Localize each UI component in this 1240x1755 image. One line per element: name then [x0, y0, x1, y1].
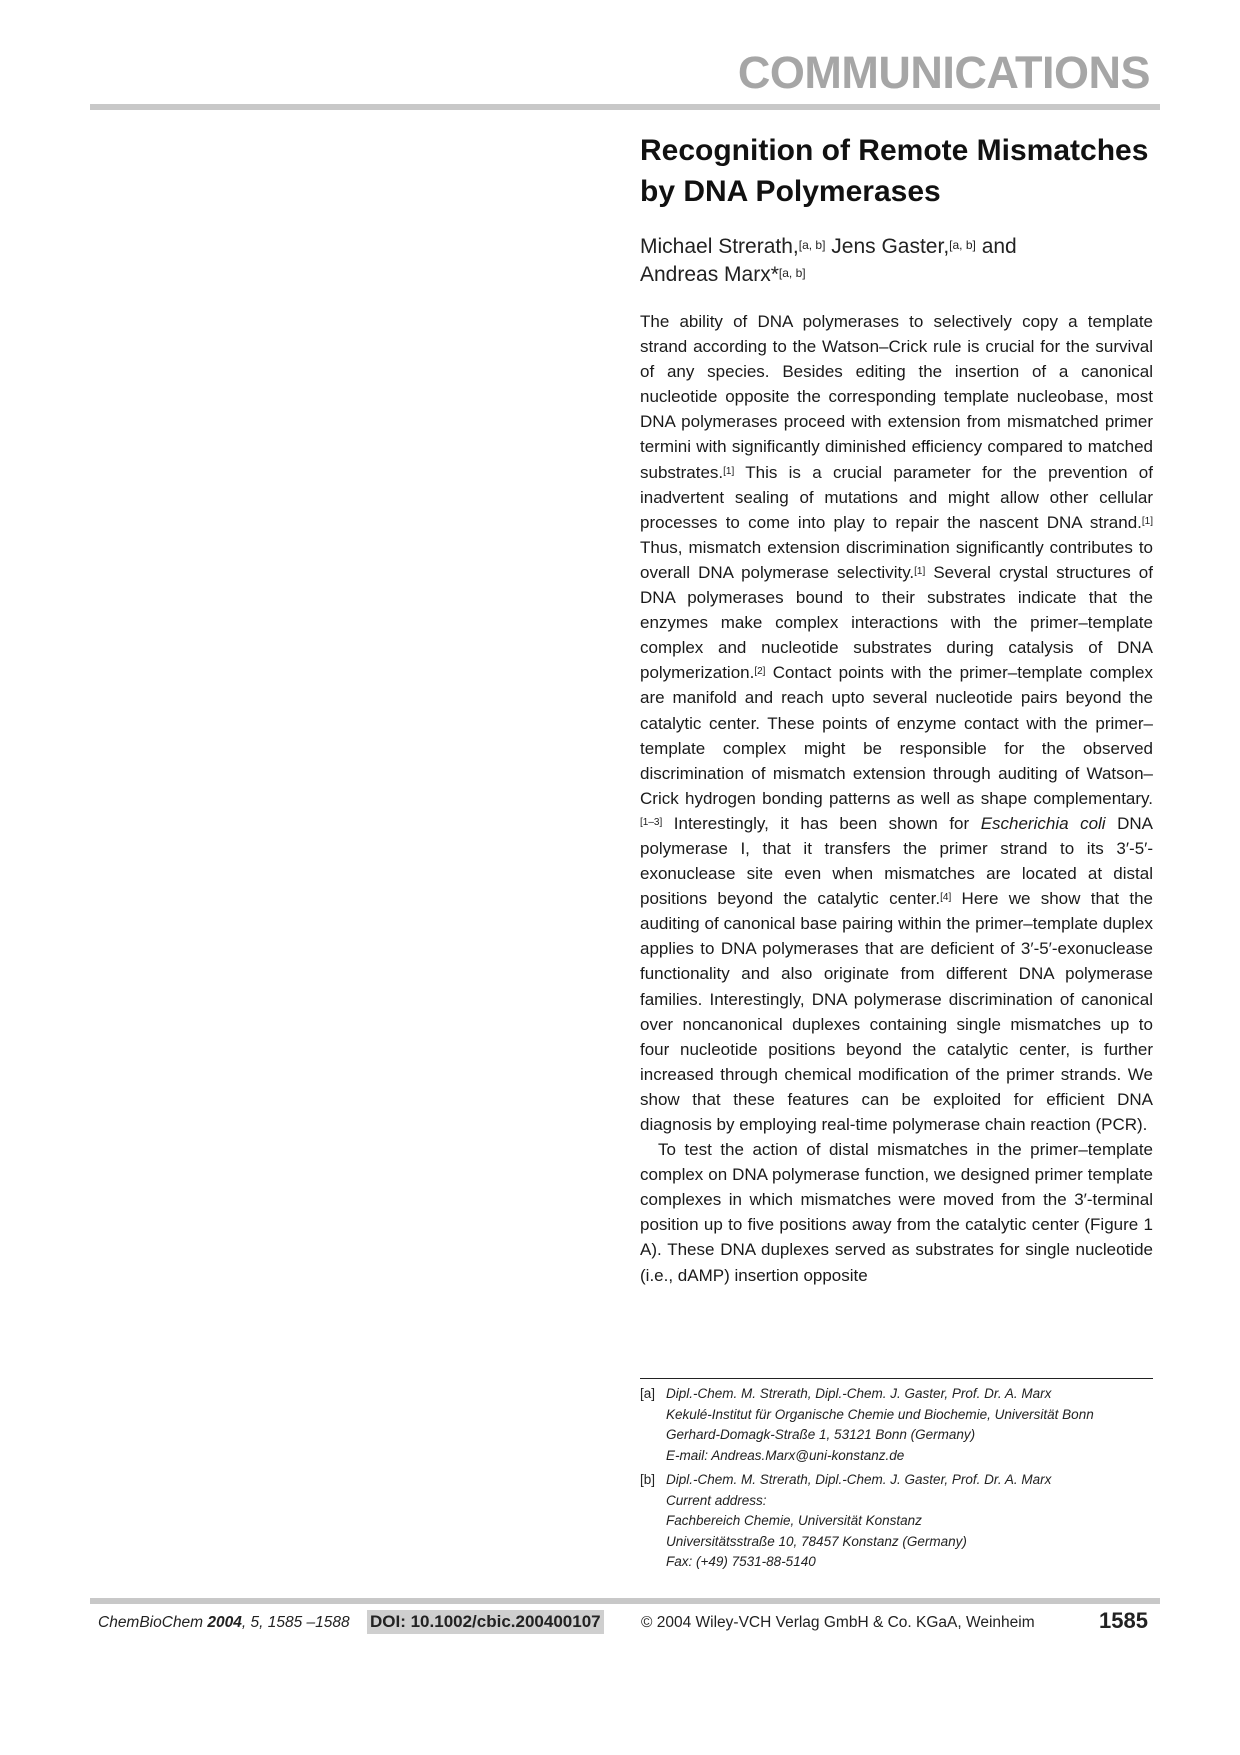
citation-ref: [1] — [723, 465, 735, 477]
footnote-line: Dipl.-Chem. M. Strerath, Dipl.-Chem. J. Gaster, Prof. Dr. A. Marx — [666, 1472, 1052, 1487]
page-footer — [90, 1608, 1160, 1636]
footnote-line: Universitätsstraße 10, 78457 Konstanz (Germany) — [666, 1533, 967, 1549]
article-title-line-2: by DNA Polymerases — [640, 175, 941, 208]
footnote-b — [640, 1470, 1153, 1573]
body-text-span: DNA polymerase I, that it transfers the primer strand to its 3′-5′-exonuclease site even when mismatches are located at distal positions beyond the catalytic center. — [640, 813, 1154, 909]
footnote-line: Dipl.-Chem. M. Strerath, Dipl.-Chem. J. Gaster, Prof. Dr. A. Marx — [666, 1386, 1052, 1401]
doi-link[interactable]: DOI: 10.1002/cbic.200400107 — [367, 1610, 604, 1634]
author-conjunction: and — [981, 235, 1017, 258]
author-list — [640, 233, 1153, 289]
author-affiliation: [a, b] — [778, 266, 806, 280]
author-line-1 — [640, 233, 1153, 261]
body-paragraph-2: To test the action of distal mismatches in the primer–template complex on DNA polymerase function, we designed primer template complexes in which mismatches were moved from the 3′-terminal position up to five positions away from the catalytic center (Figure 1 A). These DNA duplexes served as substrates for single nucleotide (i.e., dAMP) insertion opposite — [640, 1140, 1153, 1285]
author-name: Michael Strerath, — [640, 235, 799, 258]
article-title-line-1: Recognition of Remote Mismatches — [640, 134, 1149, 167]
footnote-line: Fachbereich Chemie, Universität Konstanz — [666, 1513, 922, 1528]
footnote-line: Fax: (+49) 7531-88-5140 — [666, 1554, 816, 1569]
author-affiliation: [a, b] — [798, 238, 826, 252]
footnote-email[interactable]: E-mail: Andreas.Marx@uni-konstanz.de — [666, 1447, 905, 1463]
footnote-rule — [640, 1378, 1153, 1379]
body-text-span: The ability of DNA polymerases to selectively copy a template strand according to the Watson–Crick rule is crucial for the survival of any species. Besides editing the insertion of a canonical nucleotide opposite the corresponding template nucleobase, most DNA polymerases proceed with extension from mismatched primer termini with significantly diminished efficiency compared to matched substrates. — [640, 312, 1153, 482]
citation-ref: [1] — [1141, 515, 1153, 527]
journal-volume-pages: , 5, 1585 –1588 — [241, 1614, 350, 1631]
body-text-span: Contact points with the primer–template complex are manifold and reach upto several nucleotide pairs beyond the catalytic center. These points of enzyme contact with the primer–template complex might be responsible for the observed discrimination of mismatch extension through auditing of Watson–Crick hydrogen bonding patterns as well as shape complementary. — [640, 663, 1153, 808]
author-line-2 — [640, 261, 1153, 289]
footnote-line: Kekulé-Institut für Organische Chemie und Biochemie, Universität Bonn — [666, 1406, 1094, 1422]
citation-ref: [1] — [914, 565, 926, 577]
citation-ref: [2] — [754, 666, 766, 678]
footnote-line: Current address: — [666, 1492, 767, 1508]
species-name: Escherichia coli — [980, 813, 1106, 833]
body-text-span: Thus, mismatch extension discrimination significantly contributes to overall DNA polymerase selectivity. — [640, 537, 1153, 582]
journal-citation — [98, 1614, 350, 1632]
body-text-span: This is a crucial parameter for the prevention of inadvertent sealing of mutations and might allow other cellular processes to come into play to repair the nascent DNA strand. — [640, 462, 1153, 532]
footnote-label: [a] — [640, 1386, 656, 1401]
author-name: Andreas Marx* — [640, 263, 779, 286]
journal-name: ChemBioChem — [98, 1614, 204, 1631]
footnote-label: [b] — [640, 1472, 656, 1487]
body-paragraph-1 — [640, 309, 1153, 1137]
author-affiliation: [a, b] — [949, 238, 976, 252]
article-title — [640, 130, 1153, 212]
page-number: 1585 — [1099, 1608, 1148, 1633]
citation-ref: [4] — [940, 892, 952, 904]
citation-ref: [1–3] — [640, 816, 663, 828]
article-body — [640, 309, 1153, 1288]
copyright-notice: © 2004 Wiley-VCH Verlag GmbH & Co. KGaA, Weinheim — [641, 1614, 1035, 1631]
footnotes — [640, 1384, 1153, 1577]
journal-year: 2004 — [207, 1614, 242, 1631]
footnote-line: Gerhard-Domagk-Straße 1, 53121 Bonn (Germany) — [666, 1427, 976, 1442]
footnote-a — [640, 1384, 1153, 1466]
body-text-span: Interestingly, it has been shown for — [662, 813, 981, 833]
footer-rule — [90, 1598, 1160, 1604]
author-name: Jens Gaster, — [831, 235, 950, 258]
body-text-span: Here we show that the auditing of canonical base pairing within the primer–template duplex applies to DNA polymerases that are deficient of 3′-5′-exonuclease functionality and also originate from different DNA polymerase families. Interestingly, DNA polymerase discrimination of canonical over noncanonical duplexes containing single mismatches up to four nucleotide positions beyond the catalytic center, is further increased through chemical modification of the primer strands. We show that these features can be exploited for efficient DNA diagnosis by employing real-time polymerase chain reaction (PCR). — [640, 889, 1153, 1134]
body-text-span: Several crystal structures of DNA polymerases bound to their substrates indicate that the enzymes make complex interactions with the primer–template complex and nucleotide substrates during catalysis of DNA polymerization. — [640, 562, 1153, 683]
header-rule — [90, 104, 1160, 110]
section-header: COMMUNICATIONS — [737, 47, 1150, 98]
